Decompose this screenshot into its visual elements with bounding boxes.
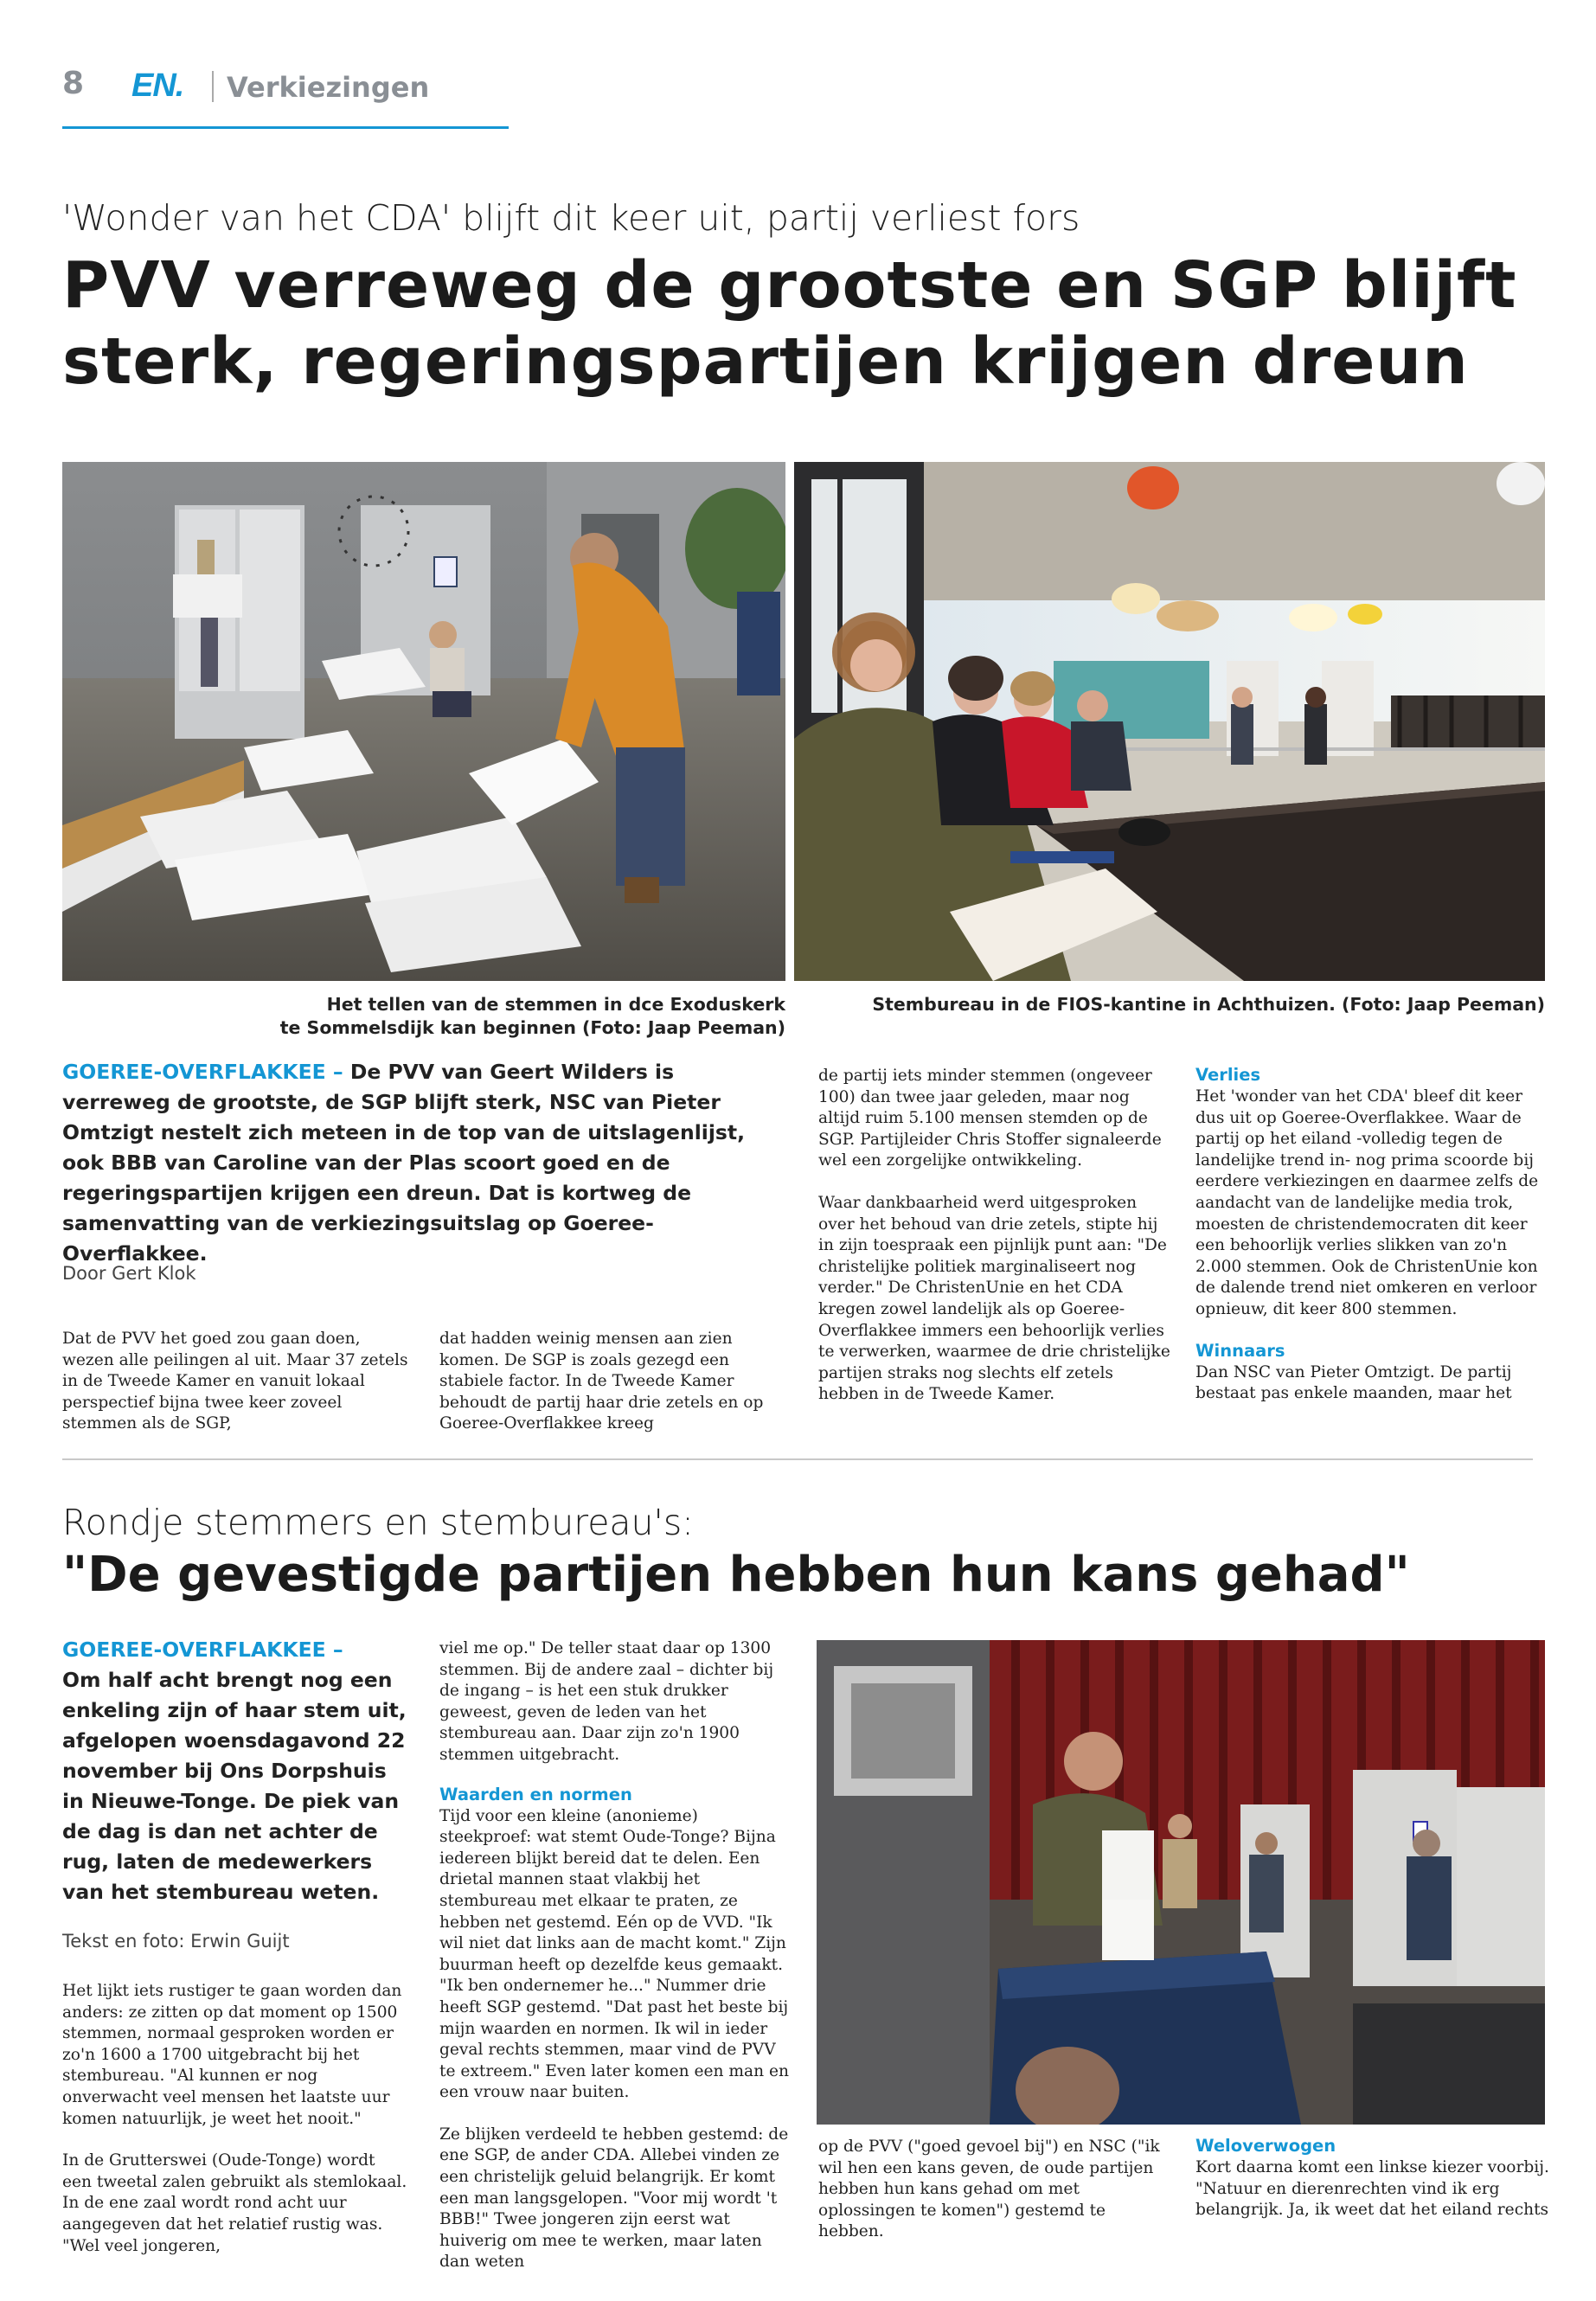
article1-lead-text: De PVV van Geert Wilders is verreweg de grootste, de SGP blijft sterk, NSC van Pieter Omtzigt nestelt zich meteen in de top van de uitslagenlijst, ook BBB van Caroline van der Plas scoort goed en de regeringspartijen krijgen een dreun. Dat is kortweg de samenvatting van de verkiezingsuitslag op Goeree-Overflakkee. xyxy=(62,1060,746,1266)
header-separator xyxy=(212,71,214,102)
article1-headline-line2: sterk, regeringspartijen krijgen dreun xyxy=(62,324,1469,399)
article1-column3-paragraph2: Waar dankbaarheid werd uitgesproken over het behoud van drie zetels, stipte hij in zijn toespraak een pijnlijk punt aan: "De christelijke politiek marginaliseert nog verder." De ChristenUnie en het CDA kregen zowel landelijk als op Goeree-Overflakkee immers een behoorlijk verlies te verwerken, waarmee de drie christelijke partijen straks nog slechts elf zetels hebben in de Tweede Kamer. xyxy=(818,1193,1170,1404)
article2-lead xyxy=(62,1635,408,1907)
article1-byline: Door Gert Klok xyxy=(62,1263,196,1284)
article2-headline: "De gevestigde partijen hebben hun kans gehad" xyxy=(62,1547,1410,1603)
article2-column4 xyxy=(1195,2135,1550,2221)
article2-column1 xyxy=(62,1981,408,2257)
article2-column2 xyxy=(439,1638,794,2273)
article1-subheading-verlies: Verlies xyxy=(1195,1065,1261,1085)
article1-kicker: 'Wonder van het CDA' blijft dit keer uit, partij verliest fors xyxy=(62,197,1080,239)
article-divider xyxy=(62,1458,1533,1460)
photo-polling-station-canteen-image xyxy=(794,462,1545,981)
article2-column2-paragraph2: Tijd voor een kleine (anonieme) steekproef: wat stemt Oude-Tonge? Bijna iedereen blijkt bereid dat te delen. Een drietal mannen staat vlakbij het stembureau met elkaar te praten, ze hebben net gestemd. Eén op de VVD. "Ik wil niet dat links aan de macht komt." Zijn buurman heeft op dezelfde keus gemaakt. "Ik ben ondernemer he..." Nummer drie heeft SGP gestemd. "Dat past het beste bij mijn waarden en normen. Ik wil in ieder geval rechts stemmen, maar vind de PVV te extreem." Even later komen een man en een vrouw naar buiten. xyxy=(439,1806,789,2102)
article2-column1-paragraph1: Het lijkt iets rustiger te gaan worden dan anders: ze zitten op dat moment op 1500 stemmen, normaal gesproken worden er zo'n 1600 a 1700 uitgebracht bij het stembureau. "Al kunnen er nog onverwacht veel mensen het laatste uur komen natuurlijk, je weet het nooit." xyxy=(62,1982,402,2128)
article1-dateline: GOEREE-OVERFLAKKEE – xyxy=(62,1060,350,1084)
article2-column1-paragraph2: In de Grutterswei (Oude-Tonge) wordt een tweetal zalen gebruikt als stemlokaal. In de ene zaal wordt rond acht uur aangegeven dat het relatief rustig was. "Wel veel jongeren, xyxy=(62,2151,407,2255)
article2-column4-paragraph: Kort daarna komt een linkse kiezer voorbij. "Natuur en dierenrechten vind ik erg belangrijk. Ja, ik weet dat het eiland rechts xyxy=(1195,2158,1549,2220)
article1-column4-paragraph1: Het 'wonder van het CDA' bleef dit keer dus uit op Goeree-Overflakkee. Waar de partij op het eiland -volledig tegen de landelijke trend in- nog prima scoorde bij eerdere verkiezingen en daarmee zelfs de aandacht van de landelijke media trok, moesten de christendemocraten dit keer een behoorlijk verlies slikken van zo'n 2.000 stemmen. Ook de ChristenUnie kon de dalende trend niet omkeren en verloor opnieuw, dit keer 800 stemmen. xyxy=(1195,1087,1539,1318)
photo-vote-counting-image xyxy=(62,462,785,981)
photo-ballot-box xyxy=(817,1640,1545,2125)
article1-column4 xyxy=(1195,1064,1550,1405)
photo1-caption xyxy=(62,993,785,1040)
newspaper-logo: EN. xyxy=(131,67,184,104)
article2-subheading-waarden: Waarden en normen xyxy=(439,1784,632,1804)
article1-column1: Dat de PVV het goed zou gaan doen, wezen alle peilingen al uit. Maar 37 zetels in de Tweede Kamer en vanuit lokaal perspectief bijna twee keer zoveel stemmen als de SGP, xyxy=(62,1330,408,1433)
photo2-caption: Stembureau in de FIOS-kantine in Achthuizen. (Foto: Jaap Peeman) xyxy=(872,994,1545,1015)
photo-vote-counting xyxy=(62,462,785,981)
page-number: 8 xyxy=(62,66,85,101)
article1-column3-paragraph1: de partij iets minder stemmen (ongeveer 100) dan twee jaar geleden, maar nog altijd ruim 5.100 mensen stemden op de SGP. Partijleider Chris Stoffer signaleerde wel een zorgelijke ontwikkeling. xyxy=(818,1067,1162,1170)
photo-ballot-box-image xyxy=(817,1640,1545,2125)
article1-headline xyxy=(62,247,1533,400)
article1-column3 xyxy=(818,1066,1173,1406)
article2-column2-paragraph1: viel me op." De teller staat daar op 1300 stemmen. Bij de andere zaal – dichter bij de ingang – is het een stuk drukker geweest, geven de leden van het stembureau aan. Daar zijn zo'n 1900 stemmen uitgebracht. xyxy=(439,1639,774,1764)
article2-column2-paragraph3: Ze blijken verdeeld te hebben gestemd: de ene SGP, de ander CDA. Allebei vinden ze een christelijk geluid belangrijk. Er komt een man langsgelopen. "Voor mij wordt 't BBB!" Twee jongeren zijn eerst wat huiverig om mee te werken, maar laten dan weten xyxy=(439,2125,789,2272)
section-label: Verkiezingen xyxy=(227,71,430,104)
article2-byline: Tekst en foto: Erwin Guijt xyxy=(62,1931,290,1952)
article1-column4-paragraph2: Dan NSC van Pieter Omtzigt. De partij bestaat pas enkele maanden, maar het xyxy=(1195,1362,1512,1403)
article1-lead xyxy=(62,1057,789,1269)
header-rule xyxy=(62,126,509,129)
photo1-caption-line2: te Sommelsdijk kan beginnen (Foto: Jaap Peeman) xyxy=(279,1017,785,1038)
photo1-caption-line1: Het tellen van de stemmen in dce Exoduskerk xyxy=(326,994,785,1015)
article2-dateline: GOEREE-OVERFLAKKEE – xyxy=(62,1638,343,1662)
article2-column3: op de PVV ("goed gevoel bij") en NSC ("ik wil hen een kans geven, de oude partijen hebben hun kans gehad om met oplossingen te komen") gestemd te hebben. xyxy=(818,2138,1160,2241)
article2-subheading-weloverwogen: Weloverwogen xyxy=(1195,2136,1336,2156)
article1-subheading-winnaars: Winnaars xyxy=(1195,1340,1285,1361)
article1-column2: dat hadden weinig mensen aan zien komen. De SGP is zoals gezegd een stabiele factor. In de Tweede Kamer behoudt de partij haar drie zetels en op Goeree-Overflakkee kreeg xyxy=(439,1330,764,1433)
article1-headline-line1: PVV verreweg de grootste en SGP blijft xyxy=(62,248,1517,323)
photo-polling-station-canteen xyxy=(794,462,1545,981)
article2-lead-text: Om half acht brengt nog een enkeling zijn of haar stem uit, afgelopen woensdagavond 22 november bij Ons Dorpshuis in Nieuwe-Tonge. De piek van de dag is dan net achter de rug, laten de medewerkers van het stembureau weten. xyxy=(62,1668,407,1904)
article2-kicker: Rondje stemmers en stembureau's: xyxy=(62,1502,694,1543)
